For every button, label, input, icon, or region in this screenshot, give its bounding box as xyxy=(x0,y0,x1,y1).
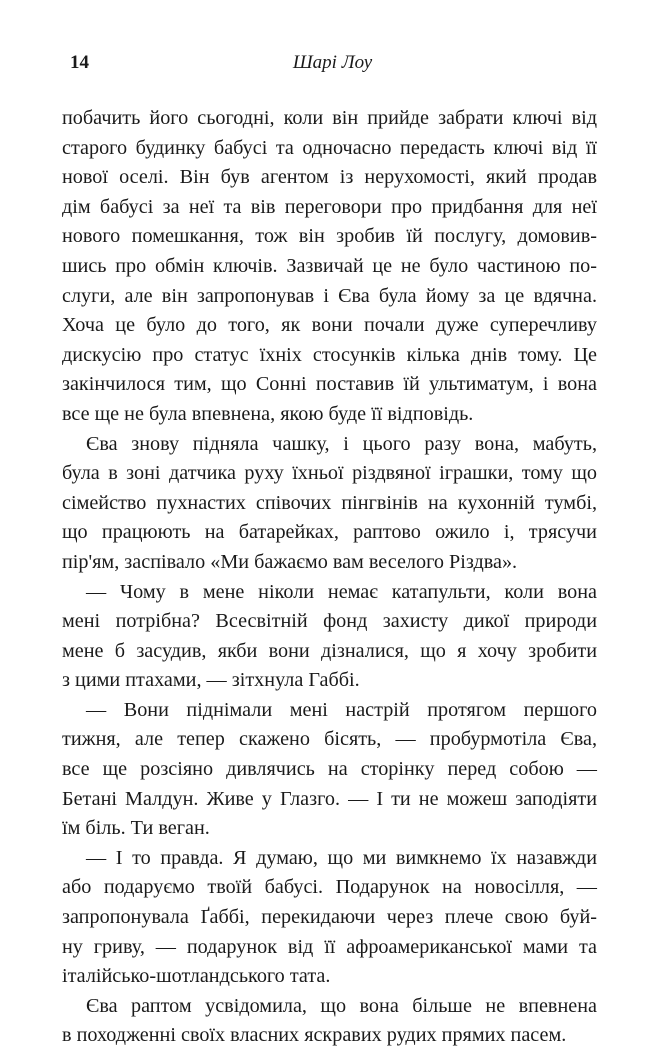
text-line: Бетані Малдун. Живе у Глазго. — І ти не можеш заподіяти xyxy=(62,787,597,810)
page-number: 14 xyxy=(70,52,89,73)
text-line: мене б засудив, якби вони дізналися, що я хочу зробити xyxy=(62,639,597,662)
text-line: з цими птахами, — зітхнула Габбі. xyxy=(62,669,360,692)
text-line: побачить його сьогодні, коли він прийде забрати ключі від xyxy=(62,107,597,129)
text-line: пір'ям, заспівало «Ми бажаємо вам веселого Різдва». xyxy=(62,550,518,573)
text-line: — Чому в мене ніколи немає катапульти, коли вона xyxy=(86,580,597,603)
text-line: тижня, але тепер скажено бісять, — пробурмотіла Єва, xyxy=(62,728,597,751)
text-line: закінчилося тим, що Сонні поставив їй ультиматум, і вона xyxy=(62,373,597,396)
text-line: старого будинку бабусі та одночасно передасть ключі від її xyxy=(62,136,597,159)
text-line: їм біль. Ти веган. xyxy=(62,817,210,840)
text-line: все ще розсіяно дивлячись на сторінку перед собою — xyxy=(62,758,597,781)
running-head: Шарі Лоу xyxy=(292,52,373,73)
text-line: сімейство пухнастих співочих пінгвінів на кухонній тумбі, xyxy=(62,491,597,514)
text-line: Єва раптом усвідомила, що вона більше не впевнена xyxy=(86,994,597,1017)
text-line: ну гриву, — подарунок від її афроамериканської мами та xyxy=(62,935,597,958)
text-line: — І то правда. Я думаю, що ми вимкнемо їх назавжди xyxy=(86,846,597,869)
text-line: шись про обмін ключів. Зазвичай це не було частиною по- xyxy=(62,254,597,277)
text-line: все ще не була впевнена, якою буде її відповідь. xyxy=(62,402,474,425)
text-line: дискусію про статус їхніх стосунків кілька днів тому. Це xyxy=(62,343,597,366)
text-line: або подаруємо твоїй бабусі. Подарунок на новосілля, — xyxy=(62,876,597,899)
text-line: слуги, але він запропонував і Єва була йому за це вдячна. xyxy=(62,284,597,307)
text-line: дім бабусі за неї та вів переговори про придбання для неї xyxy=(62,195,597,218)
text-line: нового помешкання, тож він зробив їй послугу, домовив- xyxy=(62,225,597,248)
text-line: нової оселі. Він був агентом із нерухомості, який продав xyxy=(62,166,597,189)
text-line: мені потрібна? Всесвітній фонд захисту дикої природи xyxy=(62,610,597,633)
page-header xyxy=(70,52,595,76)
text-line: що працюють на батарейках, раптово ожило і, трясучи xyxy=(62,521,597,544)
text-line: запропонувала Ґаббі, перекидаючи через плече свою буй- xyxy=(62,906,597,929)
text-line: була в зоні датчика руху їхньої різдвяної іграшки, тому що xyxy=(62,462,597,485)
text-line: італійсько-шотландського тата. xyxy=(62,965,331,988)
text-line: в походженні своїх власних яскравих рудих прямих пасем. xyxy=(62,1024,567,1047)
body-text xyxy=(62,104,597,1051)
text-line: Єва знову підняла чашку, і цього разу вона, мабуть, xyxy=(86,432,597,455)
text-line: Хоча це було до того, як вони почали дуже суперечливу xyxy=(62,314,597,337)
text-line: — Вони піднімали мені настрій протягом першого xyxy=(86,698,597,721)
